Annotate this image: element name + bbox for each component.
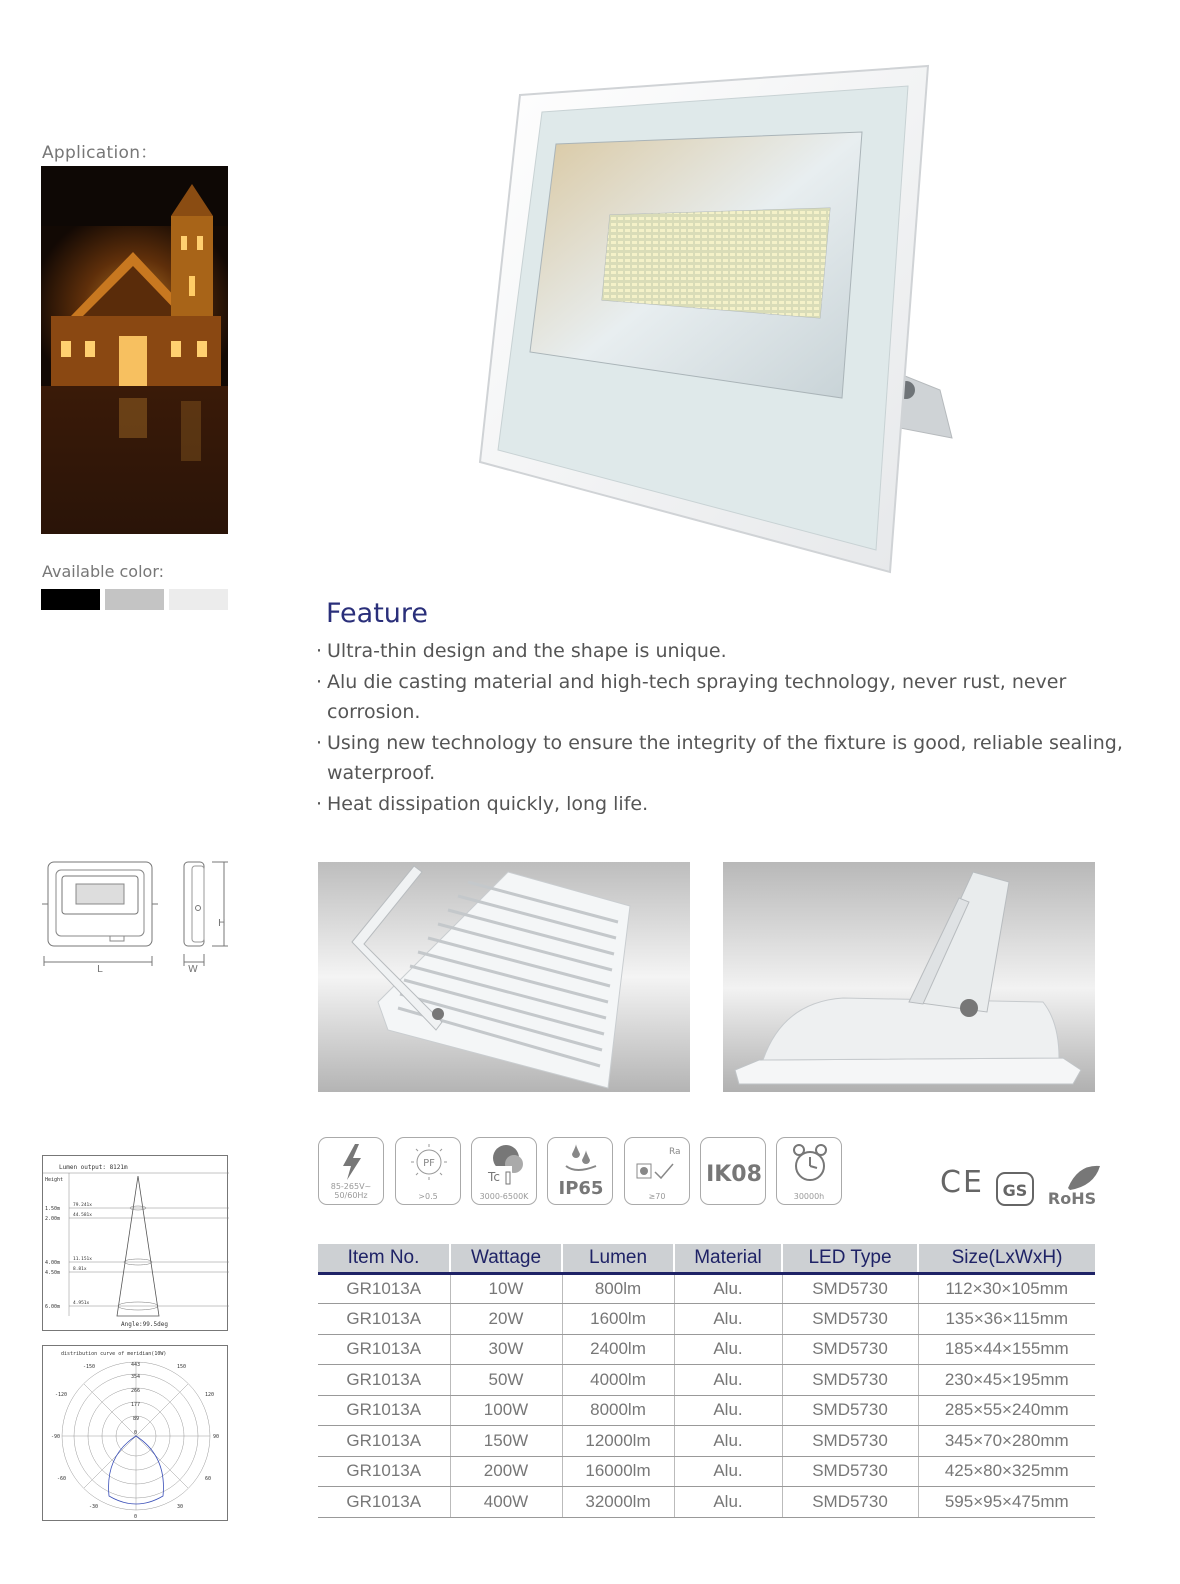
table-row [318, 1456, 1095, 1487]
angle-0: 0 [134, 1514, 138, 1520]
spec-table [318, 1244, 1095, 1518]
polar-title: distribution curve of meridian(10W) [61, 1351, 167, 1357]
angle-120: 120 [205, 1392, 215, 1398]
cell-item-no: GR1013A [318, 1304, 450, 1335]
feature-item: · Ultra-thin design and the shape is unique. [316, 636, 1126, 667]
feature-item: · Using new technology to ensure the integrity of the fixture is good, reliable sealing, waterproof. [316, 728, 1126, 789]
table-row [318, 1304, 1095, 1335]
cell-size: 185×44×155mm [918, 1334, 1095, 1365]
cell-item-no: GR1013A [318, 1334, 450, 1365]
angle-m60: -60 [57, 1476, 67, 1482]
cell-material: Alu. [674, 1334, 782, 1365]
header-wattage: Wattage [450, 1244, 562, 1273]
height-row-5: 6.00m [45, 1304, 61, 1310]
cell-material: Alu. [674, 1273, 782, 1304]
cell-led-type: SMD5730 [782, 1304, 918, 1335]
svg-text:GS: GS [1002, 1181, 1028, 1200]
feature-item: · Alu die casting material and high-tech spraying technology, never rust, never corrosion. [316, 667, 1126, 728]
cell-item-no: GR1013A [318, 1487, 450, 1518]
cell-size: 135×36×115mm [918, 1304, 1095, 1335]
cell-item-no: GR1013A [318, 1365, 450, 1396]
avg-row-1: 79.241x [73, 1203, 92, 1208]
height-row-2: 2.00m [45, 1216, 61, 1222]
cell-size: 285×55×240mm [918, 1395, 1095, 1426]
table-row [318, 1395, 1095, 1426]
svg-text:Ra: Ra [669, 1147, 681, 1157]
cell-lumen: 1600lm [562, 1304, 674, 1335]
table-row [318, 1426, 1095, 1457]
cell-wattage: 150W [450, 1426, 562, 1457]
angle-m150: -150 [83, 1364, 96, 1370]
angle-150: 150 [177, 1364, 187, 1370]
cell-size: 345×70×280mm [918, 1426, 1095, 1457]
cell-lumen: 4000lm [562, 1365, 674, 1396]
cell-item-no: GR1013A [318, 1273, 450, 1304]
cell-led-type: SMD5730 [782, 1395, 918, 1426]
cell-led-type: SMD5730 [782, 1365, 918, 1396]
cell-led-type: SMD5730 [782, 1487, 918, 1518]
angle-m30: -30 [89, 1504, 99, 1510]
color-swatch-grey [105, 589, 164, 610]
cell-item-no: GR1013A [318, 1395, 450, 1426]
cell-size: 112×30×105mm [918, 1273, 1095, 1304]
cell-material: Alu. [674, 1426, 782, 1457]
ce-mark: CE [940, 1165, 984, 1200]
polar-value-443: 443 [131, 1362, 141, 1368]
cell-lumen: 800lm [562, 1273, 674, 1304]
cell-wattage: 20W [450, 1304, 562, 1335]
height-label: H [218, 918, 226, 929]
cell-size: 230×45×195mm [918, 1365, 1095, 1396]
front-dimension-drawing [40, 856, 160, 976]
polar-value-266: 266 [131, 1388, 141, 1394]
lifetime-icon: 30000h [776, 1137, 842, 1205]
cell-wattage: 200W [450, 1456, 562, 1487]
svg-text:IK08: IK08 [706, 1162, 762, 1187]
cell-lumen: 32000lm [562, 1487, 674, 1518]
angle-60: 60 [205, 1476, 212, 1482]
avg-row-2: 44.581x [73, 1213, 92, 1218]
polar-distribution-chart [42, 1345, 228, 1521]
height-row-4: 4.50m [45, 1270, 61, 1276]
cell-wattage: 30W [450, 1334, 562, 1365]
available-color-label: Available color: [42, 562, 165, 581]
beam-angle-label: Angle:99.5deg [121, 1321, 168, 1328]
cell-size: 425×80×325mm [918, 1456, 1095, 1487]
height-row-1: 1.50m [45, 1206, 61, 1212]
height-header: Height [45, 1177, 64, 1183]
avg-row-5: 4.951x [73, 1301, 90, 1306]
heatsink-back-photo [318, 862, 690, 1092]
voltage-icon: 85-265V~ 50/60Hz [318, 1137, 384, 1205]
polar-value-177: 177 [131, 1402, 141, 1408]
bracket-side-photo [723, 862, 1095, 1092]
cell-size: 595×95×475mm [918, 1487, 1095, 1518]
gs-mark [996, 1172, 1034, 1206]
header-lumen: Lumen [562, 1244, 674, 1273]
angle-m90: -90 [51, 1434, 61, 1440]
polar-value-354: 354 [131, 1374, 141, 1380]
cell-item-no: GR1013A [318, 1456, 450, 1487]
feature-item: · Heat dissipation quickly, long life. [316, 789, 1126, 820]
cell-wattage: 10W [450, 1273, 562, 1304]
illuminance-chart [42, 1155, 228, 1331]
header-material: Material [674, 1244, 782, 1273]
application-photo [41, 166, 228, 534]
length-label: L [97, 964, 103, 975]
avg-row-4: 8.81x [73, 1267, 87, 1272]
svg-text:RoHS: RoHS [1047, 1189, 1097, 1208]
cell-wattage: 100W [450, 1395, 562, 1426]
color-swatch-white [169, 589, 228, 610]
cell-lumen: 8000lm [562, 1395, 674, 1426]
width-label: W [188, 964, 198, 975]
color-temperature-icon: Tc 3000-6500K [471, 1137, 537, 1205]
header-led-type: LED Type [782, 1244, 918, 1273]
cell-material: Alu. [674, 1304, 782, 1335]
cell-wattage: 400W [450, 1487, 562, 1518]
angle-90: 90 [213, 1434, 220, 1440]
cell-lumen: 16000lm [562, 1456, 674, 1487]
color-rendering-icon: Ra ≥70 [624, 1137, 690, 1205]
application-label: Application： [42, 143, 158, 163]
power-factor-icon: PF >0.5 [395, 1137, 461, 1205]
cell-item-no: GR1013A [318, 1426, 450, 1457]
cell-led-type: SMD5730 [782, 1456, 918, 1487]
cell-led-type: SMD5730 [782, 1426, 918, 1457]
color-swatch-black [41, 589, 100, 610]
angle-m120: -120 [55, 1392, 68, 1398]
polar-value-89: 89 [133, 1416, 140, 1422]
avg-row-3: 11.151x [73, 1257, 92, 1262]
cell-material: Alu. [674, 1456, 782, 1487]
cell-lumen: 2400lm [562, 1334, 674, 1365]
cell-material: Alu. [674, 1487, 782, 1518]
table-row [318, 1273, 1095, 1304]
cell-material: Alu. [674, 1365, 782, 1396]
cell-led-type: SMD5730 [782, 1334, 918, 1365]
lumen-output-label: Lumen output: 8121m [59, 1164, 128, 1171]
ik08-icon [700, 1137, 766, 1205]
svg-text:PF: PF [423, 1158, 435, 1169]
feature-title: Feature [326, 598, 429, 629]
cell-material: Alu. [674, 1395, 782, 1426]
rohs-mark [1042, 1162, 1102, 1208]
height-row-3: 4.00m [45, 1260, 61, 1266]
floodlight-product-image [470, 60, 970, 590]
feature-list [316, 636, 1126, 819]
table-row [318, 1334, 1095, 1365]
angle-30: 30 [177, 1504, 184, 1510]
svg-text:Tc: Tc [488, 1170, 500, 1184]
table-row [318, 1365, 1095, 1396]
ip65-icon [547, 1137, 613, 1205]
header-size: Size(LxWxH) [918, 1244, 1095, 1273]
svg-text:IP65: IP65 [558, 1178, 604, 1199]
cell-led-type: SMD5730 [782, 1273, 918, 1304]
header-item-no: Item No. [318, 1244, 450, 1273]
table-header-row [318, 1244, 1095, 1273]
table-row [318, 1487, 1095, 1518]
side-dimension-drawing [178, 856, 238, 976]
polar-value-0: 0 [134, 1430, 138, 1436]
cell-wattage: 50W [450, 1365, 562, 1396]
cell-lumen: 12000lm [562, 1426, 674, 1457]
